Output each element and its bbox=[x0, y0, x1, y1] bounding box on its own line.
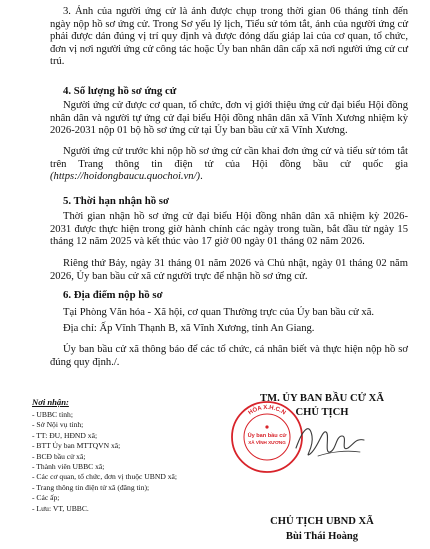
section-6-paragraph-1: Tại Phòng Văn hóa - Xã hội, cơ quan Thường trực của Ủy ban bầu cử xã. bbox=[63, 307, 375, 318]
recipients-title: Nơi nhận: bbox=[32, 397, 69, 407]
handwritten-signature bbox=[290, 418, 370, 464]
stamp-center-line-2: XÃ VĨNH XƯƠNG bbox=[248, 440, 286, 445]
recipient-item: - Sở Nội vụ tỉnh; bbox=[32, 420, 84, 430]
section-4-heading: 4. Số lượng hồ sơ ứng cử bbox=[63, 85, 177, 97]
recipient-item: - Lưu: VT, UBBC. bbox=[32, 503, 89, 513]
section-6-heading: 6. Địa điểm nộp hồ sơ bbox=[63, 289, 163, 301]
signature-org-line-1: TM. ỦY BAN BẦU CỬ XÃ bbox=[260, 393, 384, 404]
section-5-paragraph-1: Thời gian nhận hồ sơ ứng cử đại biểu Hội đồng nhân dân xã nhiệm kỳ 2026-2031 được thực hiện trong giờ hành chính các ngày trong tuần, bắt đầu từ ngày 15 tháng 12 năm 2025 và kết thúc vào 17 giờ 00 ngày 01 tháng 02 năm 2026. bbox=[50, 211, 408, 248]
signature-name: Bùi Thái Hoàng bbox=[285, 531, 359, 542]
stamp-star-icon bbox=[265, 425, 268, 428]
recipient-item: - BTT Ủy ban MTTQVN xã; bbox=[32, 441, 121, 451]
election-website-link[interactable]: (https://hoidongbaucu.quochoi.vn/) bbox=[50, 171, 201, 183]
section-6-address: Địa chỉ: Ấp Vĩnh Thạnh B, xã Vĩnh Xương, tỉnh An Giang. bbox=[63, 323, 315, 334]
section-5-heading: 5. Thời hạn nhận hồ sơ bbox=[63, 195, 169, 207]
recipient-item: - Các cơ quan, tổ chức, đơn vị thuộc UBND xã; bbox=[32, 472, 178, 482]
recipient-item: - BCĐ bầu cử xã; bbox=[32, 451, 86, 461]
signature-org-line-2: CHỦ TỊCH bbox=[295, 407, 349, 418]
section-4-paragraph-1: Người ứng cử được cơ quan, tổ chức, đơn vị giới thiệu ứng cử đại biểu Hội đồng nhân dân và người tự ứng cử đại biểu Hội đồng nhân dân xã Vĩnh Xương nhiệm kỳ 2026-2031 nộp 01 bộ hồ sơ ứng cử tại Ủy ban bầu cử xã Vĩnh Xương. bbox=[50, 100, 408, 137]
recipient-item: - UBBC tỉnh; bbox=[32, 410, 73, 419]
recipient-item: - Trang thông tin điện tử xã (đăng tin); bbox=[32, 482, 150, 492]
stamp-center-line-1: Ủy ban bầu cử bbox=[247, 433, 287, 439]
section-4-paragraph-2-end: . bbox=[200, 171, 203, 183]
signature-position: CHỦ TỊCH UBND XÃ bbox=[270, 516, 374, 527]
recipient-item: - Các ấp; bbox=[32, 493, 60, 503]
section-5-paragraph-2: Riêng thứ Bảy, ngày 31 tháng 01 năm 2026 và Chủ nhật, ngày 01 tháng 02 năm 2026, Ủy ban bầu cử xã cử người trực để nhận hồ sơ ứng cử. bbox=[50, 258, 408, 282]
signature-underline-stroke bbox=[318, 451, 360, 456]
section-6-paragraph-3: Ủy ban bầu cử xã thông báo để các tổ chức, cá nhân biết và thực hiện nộp hồ sơ đúng quy định./. bbox=[50, 344, 408, 368]
recipient-item: - Thành viên UBBC xã; bbox=[32, 462, 105, 472]
section-4-paragraph-2-text: Người ứng cử trước khi nộp hồ sơ ứng cử cần khai đơn ứng cử và tiểu sử tóm tắt trên Trang thông tin điện tử của Hội đồng bầu cử quốc gia bbox=[50, 146, 408, 170]
photo-requirement-paragraph: 3. Ảnh của người ứng cử là ảnh được chụp trong thời gian 06 tháng tính đến ngày nộp hồ sơ ứng cử. Trong Sơ yếu lý lịch, Tiểu sử tóm tắt, ảnh của người ứng cử phải được dán đúng vị trí quy định và được đóng dấu giáp lai của cơ quan, tổ chức, đơn vị nơi người ứng cử công tác hoặc Ủy ban nhân dân cấp xã nơi người ứng cử cư trú. bbox=[50, 6, 408, 68]
stamp-ring-text: HÒA X.H.C.N bbox=[247, 404, 287, 417]
recipient-item: - TT: ĐU, HĐND xã; bbox=[32, 430, 98, 440]
recipients-list bbox=[32, 410, 177, 514]
section-4-paragraph-2 bbox=[50, 146, 408, 184]
